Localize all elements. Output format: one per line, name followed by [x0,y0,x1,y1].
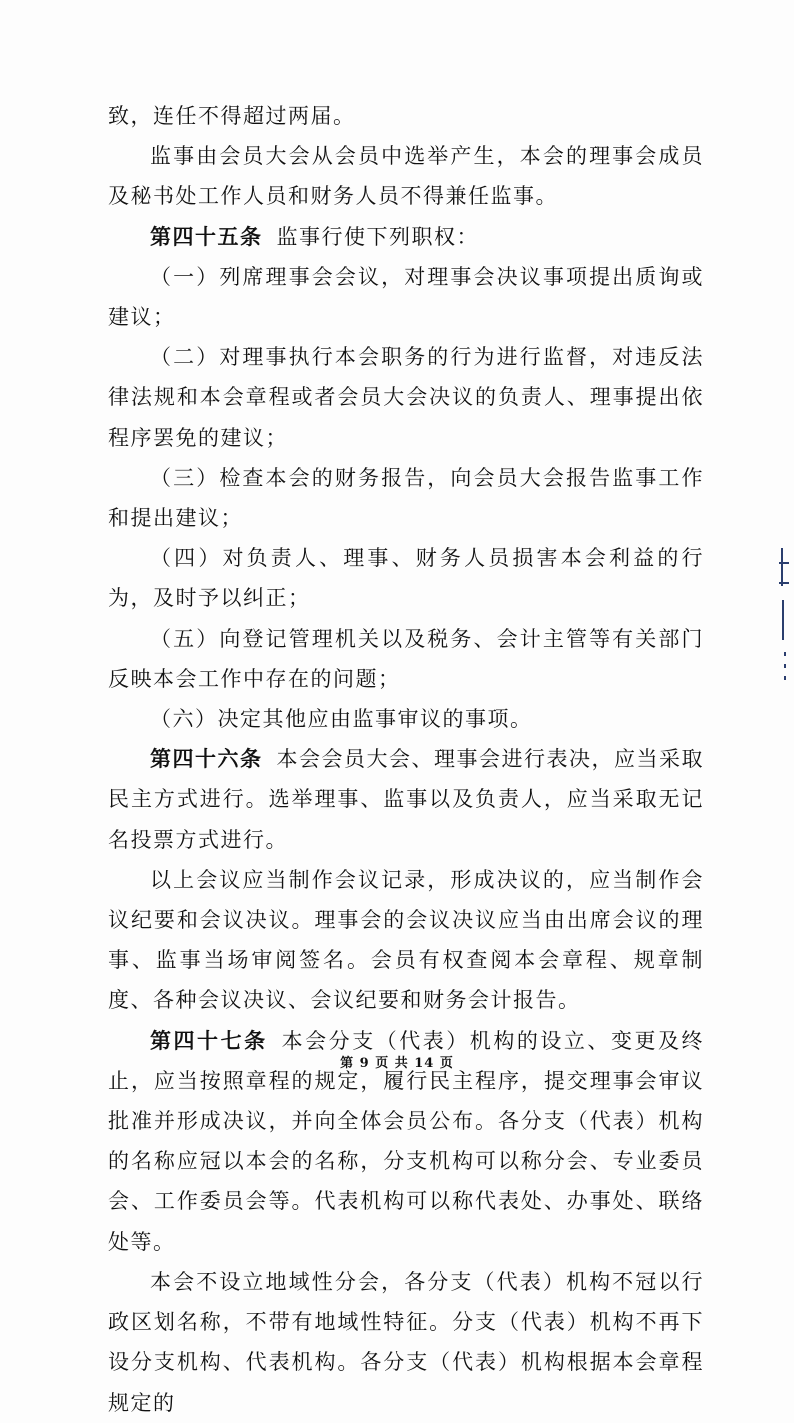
paragraph [108,96,704,136]
paragraph-text: （三）检查本会的财务报告，向会员大会报告监事工作和提出建议； [108,465,704,531]
paragraph [108,337,704,458]
paragraph-text: （四）对负责人、理事、财务人员损害本会利益的行为，及时予以纠正； [108,546,704,611]
binding-stamp-mark [779,548,791,698]
paragraph [108,1262,704,1423]
article-paragraph [108,217,704,257]
document-body [108,96,704,1423]
paragraph [108,699,704,739]
article-number: 第四十七条 [150,1027,268,1053]
paragraph-text: 监事行使下列职权： [276,224,479,249]
paragraph [108,136,704,216]
paragraph-text: 以上会议应当制作会议记录，形成决议的，应当制作会议纪要和会议决议。理事会的会议决议应当由出席会议的理事、监事当场审阅签名。会员有权查阅本会章程、规章制度、各种会议决议、会议纪要和财务会计报告。 [108,867,704,1013]
paragraph-text: 本会会员大会、理事会进行表决，应当采取民主方式进行。选举理事、监事以及负责人，应当采取无记名投票方式进行。 [108,747,704,852]
paragraph-text: （一）列席理事会会议，对理事会决议事项提出质询或建议； [108,264,704,330]
paragraph-text: 监事由会员大会从会员中选举产生，本会的理事会成员及秘书处工作人员和财务人员不得兼任监事。 [108,144,704,209]
paragraph [108,619,704,699]
article-number: 第四十五条 [150,223,263,249]
paragraph-text: 致，连任不得超过两届。 [108,104,356,128]
article-paragraph [108,739,704,860]
paragraph-text: （六）决定其他应由监事审议的事项。 [150,707,533,732]
article-number: 第四十六条 [150,746,263,772]
paragraph-text: （二）对理事执行本会职务的行为进行监督，对违反法律法规和本会章程或者会员大会决议的负责人、理事提出依程序罢免的建议； [108,345,704,450]
paragraph [108,458,704,538]
paragraph [108,257,704,337]
paragraph [108,538,704,618]
paragraph-text: 本会不设立地域性分会，各分支（代表）机构不冠以行政区划名称，不带有地域性特征。分支（代表）机构不再下设分支机构、代表机构。各分支（代表）机构根据本会章程规定的 [108,1269,704,1415]
paragraph-text: （五）向登记管理机关以及税务、会计主管等有关部门反映本会工作中存在的问题； [108,626,704,691]
page-footer: 第 9 页 共 14 页 [340,1056,454,1071]
paragraph-text: 本会分支（代表）机构的设立、变更及终止，应当按照章程的规定，履行民主程序，提交理事会审议批准并形成决议，并向全体会员公布。各分支（代表）机构的名称应冠以本会的名称，分支机构可以称分会、专业委员会、工作委员会等。代表机构可以称代表处、办事处、联络处等。 [108,1028,705,1254]
paragraph [108,860,704,1021]
